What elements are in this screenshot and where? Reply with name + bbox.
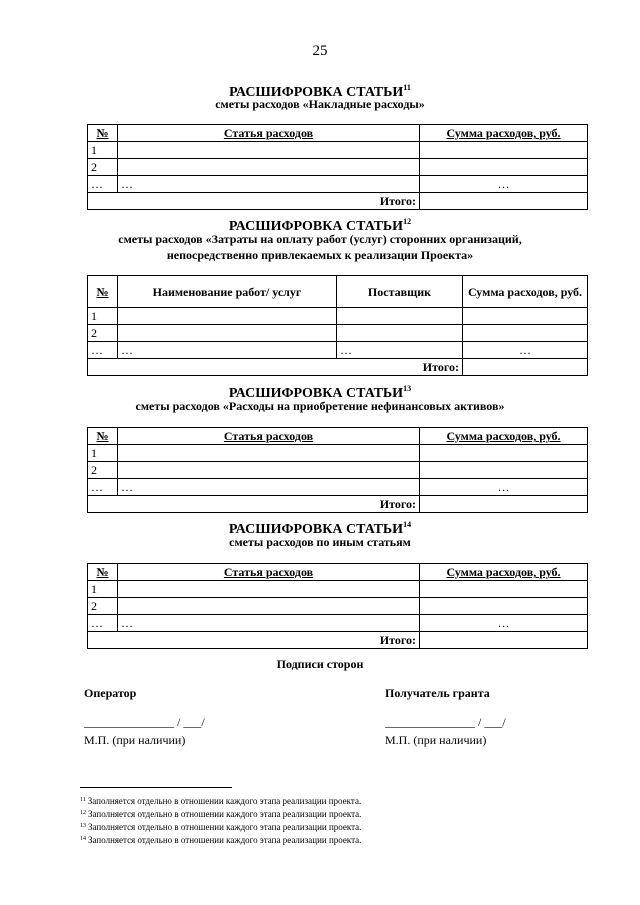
table-header-row (88, 428, 588, 445)
section-title: РАСШИФРОВКА СТАТЬИ$^{14}$ (228, 520, 412, 537)
header-sum: Сумма расходов, руб. (420, 564, 588, 581)
row-item (118, 308, 337, 325)
section-subtitle: сметы расходов «Расходы на приобретение нефинансовых активов» (135, 399, 505, 413)
row-item (118, 581, 420, 598)
total-row (88, 193, 588, 210)
section-subtitle: сметы расходов по иным статьям (229, 535, 411, 549)
row-sum (463, 325, 588, 342)
total-row (88, 359, 588, 376)
header-sum: Сумма расходов, руб. (463, 276, 588, 308)
total-label: Итого: (88, 496, 420, 513)
header-item: Статья расходов (118, 564, 420, 581)
total-label: Итого: (88, 193, 420, 210)
row-item: … (118, 342, 337, 359)
signatures-heading: Подписи сторон (276, 657, 364, 671)
row-item (118, 325, 337, 342)
header-sum: Сумма расходов, руб. (420, 125, 588, 142)
expense-table (87, 275, 588, 376)
row-item: … (118, 615, 420, 632)
total-value (420, 496, 588, 513)
header-num: № (88, 276, 118, 308)
row-item: … (118, 479, 420, 496)
footnote-ref: 12 (403, 217, 412, 226)
row-item (118, 159, 420, 176)
header-num: № (88, 564, 118, 581)
total-value (420, 193, 588, 210)
total-label: Итого: (88, 632, 420, 649)
footnote: $^{14}$ Заполняется отдельно в отношении каждого этапа реализации проекта. (80, 835, 362, 845)
section-title: РАСШИФРОВКА СТАТЬИ$^{13}$ (228, 384, 412, 401)
row-supplier (337, 325, 463, 342)
table-row (88, 615, 588, 632)
row-num: 2 (88, 325, 118, 342)
header-item: Статья расходов (118, 125, 420, 142)
table-row (88, 581, 588, 598)
row-sum: … (463, 342, 588, 359)
table-header-row (88, 125, 588, 142)
table-header-row (88, 564, 588, 581)
expense-table (87, 427, 588, 513)
right-signature-line: _______________ / ___/ (385, 715, 506, 729)
total-row (88, 496, 588, 513)
expense-table (87, 124, 588, 210)
right-stamp-note: М.П. (при наличии) (385, 733, 487, 747)
table-row (88, 598, 588, 615)
header-item: Наименование работ/ услуг (118, 276, 337, 308)
header-num: № (88, 125, 118, 142)
row-item (118, 142, 420, 159)
row-num: 1 (88, 581, 118, 598)
section-title: РАСШИФРОВКА СТАТЬИ$^{12}$ (228, 217, 412, 234)
total-label: Итого: (88, 359, 463, 376)
expense-table (87, 563, 588, 649)
row-num: … (88, 615, 118, 632)
footnote: $^{13}$ Заполняется отдельно в отношении каждого этапа реализации проекта. (80, 822, 362, 832)
row-item (118, 598, 420, 615)
table-row (88, 445, 588, 462)
row-num: … (88, 479, 118, 496)
row-num: 2 (88, 598, 118, 615)
table-row (88, 142, 588, 159)
left-party-label: Оператор (84, 686, 137, 700)
table-row (88, 462, 588, 479)
footnote-ref: 14 (403, 520, 412, 529)
footnote-ref: 11 (403, 83, 411, 92)
row-item (118, 462, 420, 479)
left-signature-line: _______________ / ___/ (84, 715, 205, 729)
row-sum (463, 308, 588, 325)
left-stamp-note: М.П. (при наличии) (84, 733, 186, 747)
row-sum: … (420, 479, 588, 496)
section-subtitle: сметы расходов «Накладные расходы» (215, 97, 425, 111)
total-row (88, 632, 588, 649)
table-row (88, 325, 588, 342)
row-item: … (118, 176, 420, 193)
section-title: РАСШИФРОВКА СТАТЬИ$^{11}$ (229, 83, 411, 100)
row-sum (420, 462, 588, 479)
header-sum: Сумма расходов, руб. (420, 428, 588, 445)
row-sum (420, 598, 588, 615)
row-sum (420, 142, 588, 159)
row-num: 2 (88, 159, 118, 176)
row-supplier: … (337, 342, 463, 359)
table-row (88, 308, 588, 325)
section-subtitle: сметы расходов «Затраты на оплату работ (услуг) сторонних организаций, (118, 232, 522, 246)
footnote: $^{11}$ Заполняется отдельно в отношении каждого этапа реализации проекта. (80, 796, 362, 806)
header-num: № (88, 428, 118, 445)
row-num: 1 (88, 308, 118, 325)
row-num: 2 (88, 462, 118, 479)
table-header-row (88, 276, 588, 308)
section-subtitle: непосредственно привлекаемых к реализации Проекта» (166, 248, 474, 262)
row-sum: … (420, 615, 588, 632)
row-sum (420, 581, 588, 598)
row-supplier (337, 308, 463, 325)
row-sum (420, 159, 588, 176)
row-item (118, 445, 420, 462)
footnote-divider (80, 787, 232, 788)
table-row (88, 176, 588, 193)
row-num: 1 (88, 445, 118, 462)
footnote-ref: 13 (403, 384, 412, 393)
row-sum: … (420, 176, 588, 193)
row-num: 1 (88, 142, 118, 159)
total-value (420, 632, 588, 649)
table-row (88, 342, 588, 359)
right-party-label: Получатель гранта (385, 686, 490, 700)
row-num: … (88, 342, 118, 359)
header-supplier: Поставщик (337, 276, 463, 308)
row-num: … (88, 176, 118, 193)
total-value (463, 359, 588, 376)
row-sum (420, 445, 588, 462)
page-number: 25 (312, 43, 328, 59)
table-row (88, 479, 588, 496)
header-item: Статья расходов (118, 428, 420, 445)
table-row (88, 159, 588, 176)
footnote: $^{12}$ Заполняется отдельно в отношении каждого этапа реализации проекта. (80, 809, 362, 819)
